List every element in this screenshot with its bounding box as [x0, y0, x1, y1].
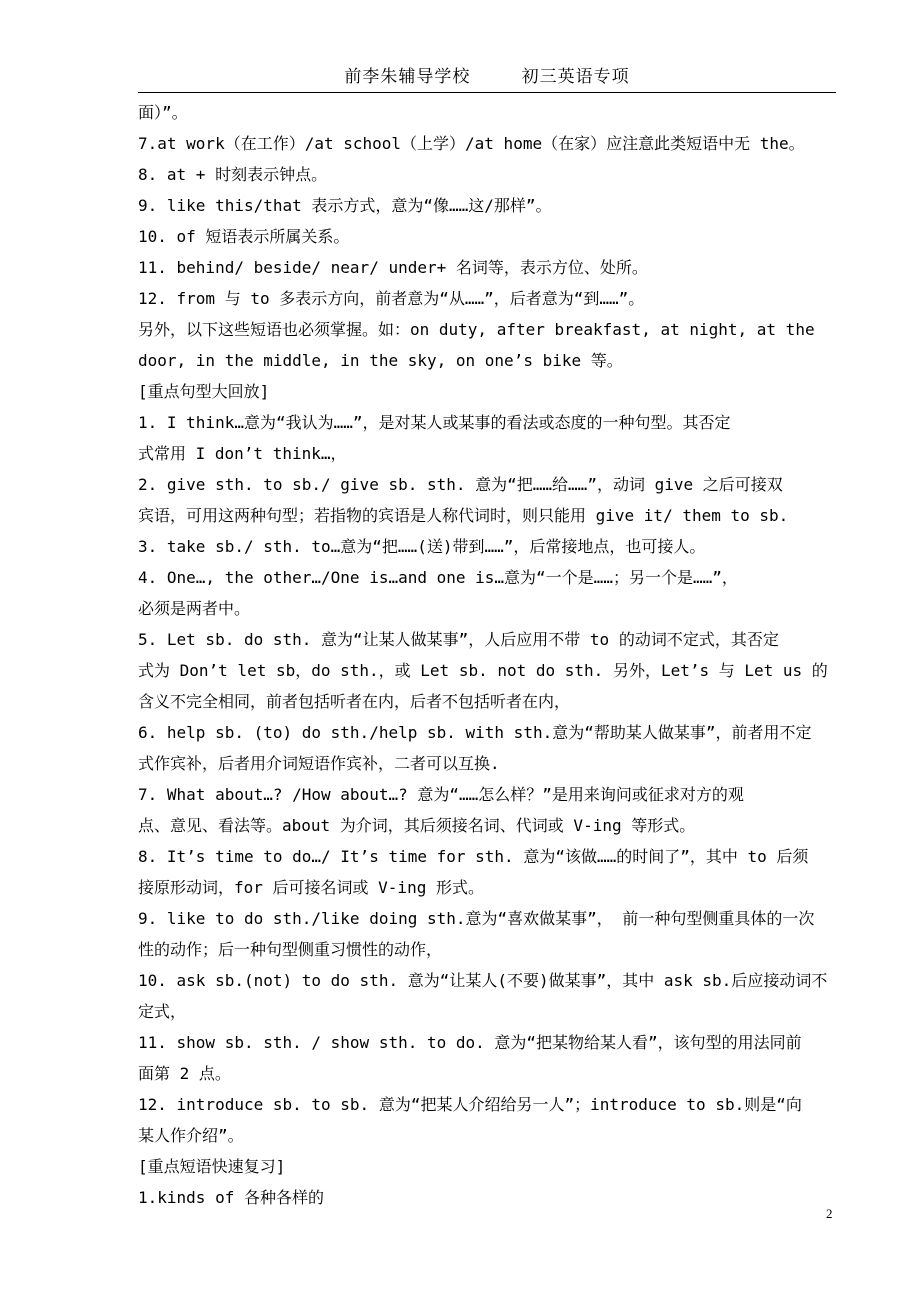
- text-line: 含义不完全相同，前者包括听者在内，后者不包括听者在内，: [138, 692, 571, 711]
- text-line: 性的动作；后一种句型侧重习惯性的动作，: [138, 940, 443, 959]
- text-line: 另外，以下这些短语也必须掌握。如：on duty, after breakfast, at night, at the: [138, 320, 815, 339]
- text-line: 3. take sb./ sth. to…意为“把……(送)带到……”，后常接地点，也可接人。: [138, 537, 706, 556]
- text-line: 面）”。: [138, 103, 188, 122]
- text-line: door, in the middle, in the sky, on one’s bike 等。: [138, 351, 623, 370]
- page-number: 2: [826, 1206, 833, 1221]
- text-line: 12. introduce sb. to sb. 意为“把某人介绍给另一人”；introduce to sb.则是“向: [138, 1095, 802, 1114]
- text-line: 9. like to do sth./like doing sth.意为“喜欢做某事”， 前一种句型侧重具体的一次: [138, 909, 815, 928]
- text-line: 定式，: [138, 1002, 187, 1021]
- text-line: 式作宾补，后者用介词短语作宾补，二者可以互换.: [138, 754, 500, 773]
- text-line: 12. from 与 to 多表示方向，前者意为“从……”，后者意为“到……”。: [138, 289, 645, 308]
- text-line: 式为 Don’t let sb，do sth.，或 Let sb. not do sth. 另外，Let’s 与 Let us 的: [138, 661, 828, 680]
- text-line: 2. give sth. to sb./ give sb. sth. 意为“把……给……”，动词 give 之后可接双: [138, 475, 783, 494]
- text-line: 6. help sb. (to) do sth./help sb. with sth.意为“帮助某人做某事”，前者用不定: [138, 723, 812, 742]
- text-line: 面第 2 点。: [138, 1064, 231, 1083]
- text-line: 5. Let sb. do sth. 意为“让某人做某事”，人后应用不带 to 的动词不定式，其否定: [138, 630, 779, 649]
- document-body: [138, 97, 852, 1213]
- text-line: 11. show sb. sth. / show sth. to do. 意为“把某物给某人看”，该句型的用法同前: [138, 1033, 802, 1052]
- text-line: 10. ask sb.(not) to do sth. 意为“让某人(不要)做某事”，其中 ask sb.后应接动词不: [138, 971, 828, 990]
- text-line: 8. It’s time to do…/ It’s time for sth. 意为“该做……的时间了”，其中 to 后须: [138, 847, 809, 866]
- text-line: 某人作介绍”。: [138, 1126, 244, 1145]
- text-line: 9. like this/that 表示方式，意为“像……这/那样”。: [138, 196, 552, 215]
- text-line: 点、意见、看法等。about 为介词，其后须接名词、代词或 V-ing 等形式。: [138, 816, 696, 835]
- text-line: 7. What about…? /How about…? 意为“……怎么样？”是用来询问或征求对方的观: [138, 785, 744, 804]
- text-line: 8. at + 时刻表示钟点。: [138, 165, 328, 184]
- text-line: 1. I think…意为“我认为……”，是对某人或某事的看法或态度的一种句型。其否定: [138, 413, 731, 432]
- header-subject: 初三英语专项: [521, 67, 630, 87]
- header-school: 前李朱辅导学校: [344, 67, 471, 87]
- text-line: [重点句型大回放]: [138, 382, 270, 401]
- text-line: 接原形动词，for 后可接名词或 V-ing 形式。: [138, 878, 484, 897]
- text-line: 1.kinds of 各种各样的: [138, 1188, 324, 1207]
- page-header: [138, 62, 836, 93]
- text-line: 7.at work（在工作）/at school（上学）/at home（在家）应注意此类短语中无 the。: [138, 134, 805, 153]
- text-line: 4. One…, the other…/One is…and one is…意为“一个是……；另一个是……”，: [138, 568, 738, 587]
- text-line: 式常用 I don’t think…，: [138, 444, 347, 463]
- text-line: 必须是两者中。: [138, 599, 251, 618]
- text-line: 宾语，可用这两种句型；若指物的宾语是人称代词时，则只能用 give it/ them to sb.: [138, 506, 789, 525]
- text-line: [重点短语快速复习]: [138, 1157, 286, 1176]
- text-line: 11. behind/ beside/ near/ under+ 名词等，表示方位、处所。: [138, 258, 648, 277]
- text-line: 10. of 短语表示所属关系。: [138, 227, 350, 246]
